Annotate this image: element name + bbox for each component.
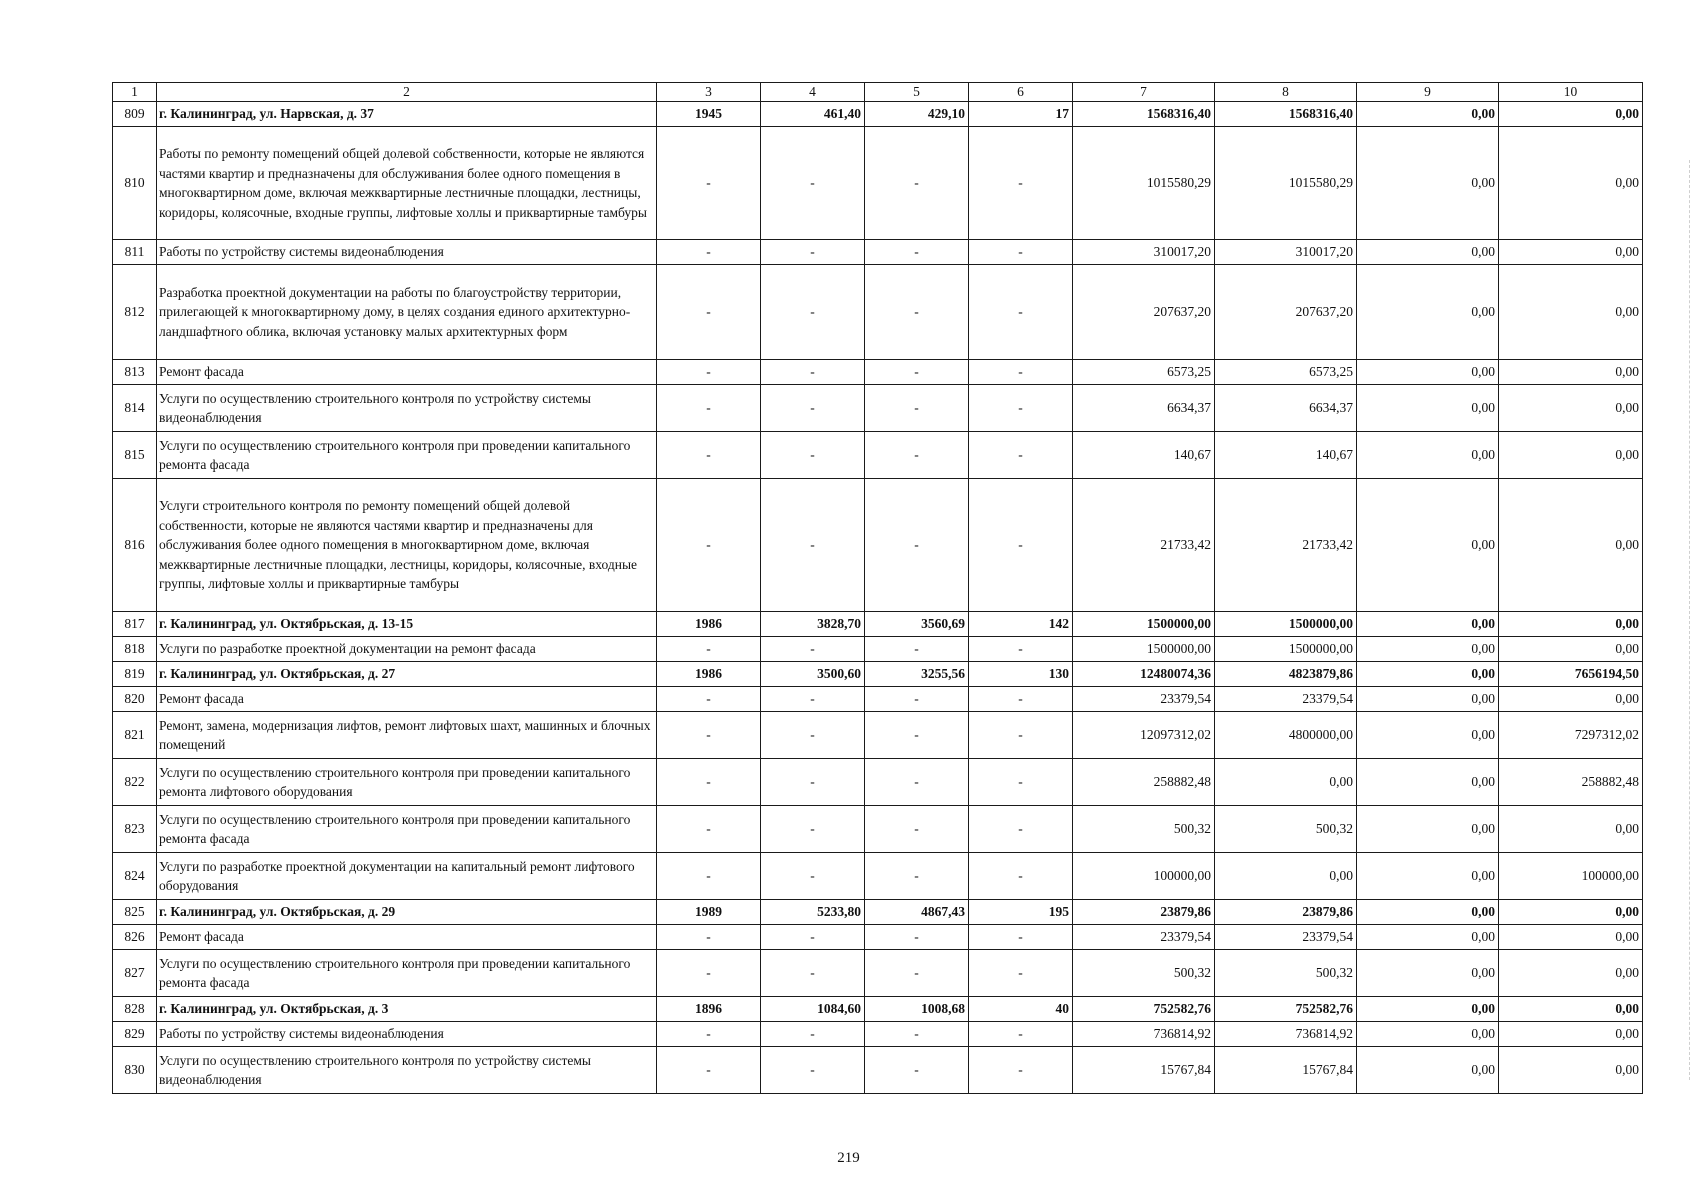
cell-col-3: 1986 <box>657 662 761 687</box>
cell-col-8: 4800000,00 <box>1215 712 1357 759</box>
cell-col-8: 23379,54 <box>1215 687 1357 712</box>
work-item-row <box>113 637 1643 662</box>
cell-col-3: 1989 <box>657 900 761 925</box>
cell-col-4: - <box>761 432 865 479</box>
cell-col-5: - <box>865 127 969 240</box>
cell-col-3: - <box>657 712 761 759</box>
repair-program-table <box>112 82 1643 1094</box>
cell-col-5: - <box>865 759 969 806</box>
cell-col-6: - <box>969 950 1073 997</box>
cell-col-5: - <box>865 950 969 997</box>
work-description: Услуги по осуществлению строительного контроля при проведении капитального ремонта фасада <box>157 950 657 997</box>
cell-col-8: 6573,25 <box>1215 360 1357 385</box>
cell-col-6: - <box>969 479 1073 612</box>
work-description: Услуги строительного контроля по ремонту помещений общей долевой собственности, которые не являются частями квартир и предназначены для обслуживания более одного помещения в многоквартирном доме, включая межквартирные лестничные площадки, лестницы, коридоры, колясочные, входные группы, лифтовые холлы и приквартирные тамбуры <box>157 479 657 612</box>
row-number: 820 <box>113 687 157 712</box>
cell-col-4: - <box>761 806 865 853</box>
row-number: 809 <box>113 102 157 127</box>
address-cell: г. Калининград, ул. Октябрьская, д. 27 <box>157 662 657 687</box>
work-item-row <box>113 127 1643 240</box>
address-row <box>113 612 1643 637</box>
work-item-row <box>113 759 1643 806</box>
cell-col-9: 0,00 <box>1357 102 1499 127</box>
cell-col-6: - <box>969 265 1073 360</box>
row-number: 826 <box>113 925 157 950</box>
cell-col-10: 0,00 <box>1499 385 1643 432</box>
cell-col-9: 0,00 <box>1357 127 1499 240</box>
cell-col-6: - <box>969 360 1073 385</box>
cell-col-9: 0,00 <box>1357 759 1499 806</box>
cell-col-9: 0,00 <box>1357 612 1499 637</box>
cell-col-7: 258882,48 <box>1073 759 1215 806</box>
work-item-row <box>113 950 1643 997</box>
cell-col-5: - <box>865 712 969 759</box>
scan-edge-mark <box>1689 160 1691 1080</box>
cell-col-5: - <box>865 385 969 432</box>
cell-col-3: - <box>657 479 761 612</box>
row-number: 819 <box>113 662 157 687</box>
cell-col-5: 429,10 <box>865 102 969 127</box>
cell-col-6: 130 <box>969 662 1073 687</box>
cell-col-4: - <box>761 1047 865 1094</box>
cell-col-4: 461,40 <box>761 102 865 127</box>
address-row <box>113 662 1643 687</box>
cell-col-10: 258882,48 <box>1499 759 1643 806</box>
cell-col-8: 6634,37 <box>1215 385 1357 432</box>
cell-col-9: 0,00 <box>1357 360 1499 385</box>
cell-col-4: - <box>761 360 865 385</box>
cell-col-5: - <box>865 240 969 265</box>
cell-col-5: - <box>865 1047 969 1094</box>
cell-col-3: - <box>657 360 761 385</box>
work-item-row <box>113 806 1643 853</box>
cell-col-6: - <box>969 712 1073 759</box>
cell-col-7: 1500000,00 <box>1073 637 1215 662</box>
cell-col-3: - <box>657 127 761 240</box>
cell-col-8: 140,67 <box>1215 432 1357 479</box>
cell-col-4: - <box>761 950 865 997</box>
column-header-8: 8 <box>1215 83 1357 102</box>
cell-col-5: - <box>865 432 969 479</box>
cell-col-4: - <box>761 127 865 240</box>
cell-col-4: - <box>761 265 865 360</box>
cell-col-4: 3828,70 <box>761 612 865 637</box>
cell-col-9: 0,00 <box>1357 385 1499 432</box>
cell-col-3: - <box>657 265 761 360</box>
cell-col-6: - <box>969 637 1073 662</box>
document-sheet <box>112 82 1642 1094</box>
page-number: 219 <box>837 1150 860 1166</box>
cell-col-10: 0,00 <box>1499 637 1643 662</box>
row-number: 815 <box>113 432 157 479</box>
cell-col-7: 12480074,36 <box>1073 662 1215 687</box>
cell-col-9: 0,00 <box>1357 1022 1499 1047</box>
column-header-10: 10 <box>1499 83 1643 102</box>
cell-col-7: 310017,20 <box>1073 240 1215 265</box>
cell-col-10: 7297312,02 <box>1499 712 1643 759</box>
cell-col-8: 500,32 <box>1215 806 1357 853</box>
row-number: 812 <box>113 265 157 360</box>
table-body <box>113 83 1643 1094</box>
cell-col-3: 1986 <box>657 612 761 637</box>
work-description: Работы по устройству системы видеонаблюдения <box>157 240 657 265</box>
address-row <box>113 102 1643 127</box>
cell-col-9: 0,00 <box>1357 900 1499 925</box>
row-number: 817 <box>113 612 157 637</box>
cell-col-10: 0,00 <box>1499 997 1643 1022</box>
cell-col-9: 0,00 <box>1357 662 1499 687</box>
cell-col-9: 0,00 <box>1357 1047 1499 1094</box>
cell-col-6: - <box>969 925 1073 950</box>
cell-col-3: 1896 <box>657 997 761 1022</box>
cell-col-7: 500,32 <box>1073 806 1215 853</box>
cell-col-8: 23879,86 <box>1215 900 1357 925</box>
column-header-1: 1 <box>113 83 157 102</box>
work-item-row <box>113 385 1643 432</box>
cell-col-10: 0,00 <box>1499 1022 1643 1047</box>
cell-col-4: - <box>761 637 865 662</box>
work-item-row <box>113 360 1643 385</box>
cell-col-3: 1945 <box>657 102 761 127</box>
cell-col-8: 23379,54 <box>1215 925 1357 950</box>
cell-col-5: - <box>865 687 969 712</box>
row-number: 827 <box>113 950 157 997</box>
cell-col-4: - <box>761 1022 865 1047</box>
work-item-row <box>113 479 1643 612</box>
address-cell: г. Калининград, ул. Нарвская, д. 37 <box>157 102 657 127</box>
cell-col-5: - <box>865 479 969 612</box>
cell-col-10: 0,00 <box>1499 925 1643 950</box>
address-row <box>113 997 1643 1022</box>
row-number: 824 <box>113 853 157 900</box>
cell-col-8: 736814,92 <box>1215 1022 1357 1047</box>
work-item-row <box>113 853 1643 900</box>
address-cell: г. Калининград, ул. Октябрьская, д. 13-15 <box>157 612 657 637</box>
work-description: Услуги по осуществлению строительного контроля по устройству системы видеонаблюдения <box>157 1047 657 1094</box>
cell-col-5: - <box>865 360 969 385</box>
cell-col-9: 0,00 <box>1357 950 1499 997</box>
work-description: Услуги по осуществлению строительного контроля при проведении капитального ремонта фасада <box>157 432 657 479</box>
cell-col-4: - <box>761 240 865 265</box>
cell-col-3: - <box>657 806 761 853</box>
cell-col-4: - <box>761 853 865 900</box>
cell-col-6: 195 <box>969 900 1073 925</box>
cell-col-6: 142 <box>969 612 1073 637</box>
cell-col-3: - <box>657 687 761 712</box>
cell-col-3: - <box>657 240 761 265</box>
cell-col-4: - <box>761 759 865 806</box>
cell-col-6: - <box>969 1047 1073 1094</box>
cell-col-8: 0,00 <box>1215 853 1357 900</box>
address-cell: г. Калининград, ул. Октябрьская, д. 29 <box>157 900 657 925</box>
work-item-row <box>113 265 1643 360</box>
work-item-row <box>113 712 1643 759</box>
cell-col-7: 500,32 <box>1073 950 1215 997</box>
cell-col-3: - <box>657 432 761 479</box>
row-number: 810 <box>113 127 157 240</box>
column-header-4: 4 <box>761 83 865 102</box>
cell-col-7: 21733,42 <box>1073 479 1215 612</box>
work-description: Услуги по осуществлению строительного контроля по устройству системы видеонаблюдения <box>157 385 657 432</box>
work-description: Услуги по осуществлению строительного контроля при проведении капитального ремонта лифтового оборудования <box>157 759 657 806</box>
cell-col-6: - <box>969 127 1073 240</box>
cell-col-10: 0,00 <box>1499 360 1643 385</box>
work-item-row <box>113 925 1643 950</box>
cell-col-9: 0,00 <box>1357 925 1499 950</box>
cell-col-4: 5233,80 <box>761 900 865 925</box>
cell-col-5: - <box>865 265 969 360</box>
work-description: Услуги по осуществлению строительного контроля при проведении капитального ремонта фасада <box>157 806 657 853</box>
cell-col-3: - <box>657 1047 761 1094</box>
cell-col-7: 1568316,40 <box>1073 102 1215 127</box>
cell-col-7: 736814,92 <box>1073 1022 1215 1047</box>
cell-col-10: 0,00 <box>1499 240 1643 265</box>
work-description: Работы по ремонту помещений общей долевой собственности, которые не являются частями квартир и предназначены для обслуживания более одного помещения в многоквартирном доме, включая межквартирные лестничные площадки, лестницы, коридоры, колясочные, входные группы, лифтовые холлы и приквартирные тамбуры <box>157 127 657 240</box>
row-number: 813 <box>113 360 157 385</box>
cell-col-3: - <box>657 385 761 432</box>
cell-col-7: 140,67 <box>1073 432 1215 479</box>
cell-col-8: 752582,76 <box>1215 997 1357 1022</box>
column-header-9: 9 <box>1357 83 1499 102</box>
cell-col-9: 0,00 <box>1357 806 1499 853</box>
row-number: 823 <box>113 806 157 853</box>
cell-col-10: 0,00 <box>1499 1047 1643 1094</box>
work-description: Ремонт фасада <box>157 925 657 950</box>
cell-col-7: 6573,25 <box>1073 360 1215 385</box>
cell-col-7: 15767,84 <box>1073 1047 1215 1094</box>
cell-col-8: 1500000,00 <box>1215 637 1357 662</box>
cell-col-8: 15767,84 <box>1215 1047 1357 1094</box>
cell-col-10: 0,00 <box>1499 432 1643 479</box>
cell-col-10: 0,00 <box>1499 806 1643 853</box>
column-header-6: 6 <box>969 83 1073 102</box>
cell-col-5: 3255,56 <box>865 662 969 687</box>
cell-col-3: - <box>657 950 761 997</box>
cell-col-3: - <box>657 853 761 900</box>
cell-col-4: - <box>761 385 865 432</box>
cell-col-10: 0,00 <box>1499 900 1643 925</box>
cell-col-9: 0,00 <box>1357 637 1499 662</box>
cell-col-4: - <box>761 925 865 950</box>
cell-col-8: 207637,20 <box>1215 265 1357 360</box>
row-number: 829 <box>113 1022 157 1047</box>
cell-col-6: - <box>969 806 1073 853</box>
work-item-row <box>113 240 1643 265</box>
cell-col-10: 0,00 <box>1499 102 1643 127</box>
row-number: 811 <box>113 240 157 265</box>
cell-col-7: 100000,00 <box>1073 853 1215 900</box>
cell-col-9: 0,00 <box>1357 479 1499 612</box>
cell-col-9: 0,00 <box>1357 432 1499 479</box>
cell-col-5: - <box>865 853 969 900</box>
cell-col-3: - <box>657 637 761 662</box>
cell-col-10: 0,00 <box>1499 127 1643 240</box>
work-item-row <box>113 1047 1643 1094</box>
cell-col-7: 6634,37 <box>1073 385 1215 432</box>
cell-col-3: - <box>657 759 761 806</box>
work-description: Работы по устройству системы видеонаблюдения <box>157 1022 657 1047</box>
column-header-7: 7 <box>1073 83 1215 102</box>
cell-col-7: 12097312,02 <box>1073 712 1215 759</box>
row-number: 816 <box>113 479 157 612</box>
row-number: 818 <box>113 637 157 662</box>
cell-col-10: 0,00 <box>1499 265 1643 360</box>
column-header-5: 5 <box>865 83 969 102</box>
cell-col-5: 4867,43 <box>865 900 969 925</box>
cell-col-4: - <box>761 687 865 712</box>
cell-col-6: - <box>969 385 1073 432</box>
work-description: Разработка проектной документации на работы по благоустройству территории, прилегающей к многоквартирному дому, в целях создания единого архитектурно-ландшафтного облика, включая установку малых архитектурных форм <box>157 265 657 360</box>
cell-col-7: 1500000,00 <box>1073 612 1215 637</box>
cell-col-3: - <box>657 925 761 950</box>
cell-col-9: 0,00 <box>1357 997 1499 1022</box>
cell-col-6: - <box>969 240 1073 265</box>
cell-col-9: 0,00 <box>1357 712 1499 759</box>
row-number: 830 <box>113 1047 157 1094</box>
cell-col-10: 0,00 <box>1499 479 1643 612</box>
cell-col-7: 1015580,29 <box>1073 127 1215 240</box>
work-description: Услуги по разработке проектной документации на ремонт фасада <box>157 637 657 662</box>
cell-col-9: 0,00 <box>1357 687 1499 712</box>
cell-col-10: 0,00 <box>1499 687 1643 712</box>
cell-col-4: - <box>761 712 865 759</box>
cell-col-9: 0,00 <box>1357 265 1499 360</box>
cell-col-8: 21733,42 <box>1215 479 1357 612</box>
cell-col-6: 40 <box>969 997 1073 1022</box>
work-item-row <box>113 432 1643 479</box>
work-description: Услуги по разработке проектной документации на капитальный ремонт лифтового оборудования <box>157 853 657 900</box>
cell-col-6: - <box>969 853 1073 900</box>
work-item-row <box>113 1022 1643 1047</box>
cell-col-6: - <box>969 759 1073 806</box>
cell-col-8: 1568316,40 <box>1215 102 1357 127</box>
column-header-3: 3 <box>657 83 761 102</box>
work-description: Ремонт фасада <box>157 687 657 712</box>
cell-col-8: 310017,20 <box>1215 240 1357 265</box>
cell-col-5: - <box>865 637 969 662</box>
cell-col-8: 1015580,29 <box>1215 127 1357 240</box>
work-description: Ремонт, замена, модернизация лифтов, ремонт лифтовых шахт, машинных и блочных помещений <box>157 712 657 759</box>
row-number: 825 <box>113 900 157 925</box>
cell-col-5: 1008,68 <box>865 997 969 1022</box>
cell-col-5: 3560,69 <box>865 612 969 637</box>
cell-col-8: 1500000,00 <box>1215 612 1357 637</box>
column-header-2: 2 <box>157 83 657 102</box>
cell-col-9: 0,00 <box>1357 853 1499 900</box>
cell-col-4: - <box>761 479 865 612</box>
cell-col-7: 207637,20 <box>1073 265 1215 360</box>
cell-col-5: - <box>865 806 969 853</box>
column-number-row <box>113 83 1643 102</box>
cell-col-4: 1084,60 <box>761 997 865 1022</box>
cell-col-4: 3500,60 <box>761 662 865 687</box>
work-description: Ремонт фасада <box>157 360 657 385</box>
cell-col-7: 23379,54 <box>1073 925 1215 950</box>
cell-col-3: - <box>657 1022 761 1047</box>
address-cell: г. Калининград, ул. Октябрьская, д. 3 <box>157 997 657 1022</box>
cell-col-8: 500,32 <box>1215 950 1357 997</box>
cell-col-7: 23879,86 <box>1073 900 1215 925</box>
cell-col-5: - <box>865 925 969 950</box>
cell-col-10: 100000,00 <box>1499 853 1643 900</box>
cell-col-7: 23379,54 <box>1073 687 1215 712</box>
row-number: 821 <box>113 712 157 759</box>
cell-col-7: 752582,76 <box>1073 997 1215 1022</box>
cell-col-9: 0,00 <box>1357 240 1499 265</box>
cell-col-10: 0,00 <box>1499 950 1643 997</box>
cell-col-6: - <box>969 432 1073 479</box>
cell-col-8: 0,00 <box>1215 759 1357 806</box>
cell-col-10: 0,00 <box>1499 612 1643 637</box>
address-row <box>113 900 1643 925</box>
row-number: 822 <box>113 759 157 806</box>
cell-col-6: - <box>969 687 1073 712</box>
cell-col-6: 17 <box>969 102 1073 127</box>
row-number: 828 <box>113 997 157 1022</box>
cell-col-10: 7656194,50 <box>1499 662 1643 687</box>
cell-col-6: - <box>969 1022 1073 1047</box>
cell-col-5: - <box>865 1022 969 1047</box>
row-number: 814 <box>113 385 157 432</box>
work-item-row <box>113 687 1643 712</box>
cell-col-8: 4823879,86 <box>1215 662 1357 687</box>
